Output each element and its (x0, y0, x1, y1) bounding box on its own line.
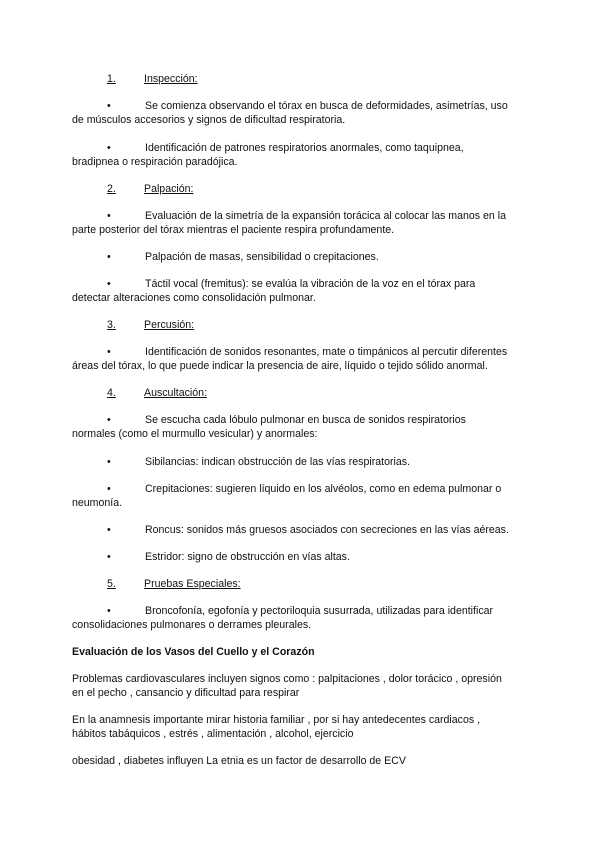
list-item-text: Roncus: sonidos más gruesos asociados con secreciones en las vías aéreas. (145, 524, 509, 536)
section-heading-4 (107, 386, 207, 400)
bullet-icon: • (107, 251, 111, 263)
bullet-icon: • (107, 142, 111, 154)
bullet-icon: • (107, 210, 111, 222)
section-number: 2. (107, 183, 116, 195)
section-heading-5 (107, 577, 241, 591)
list-item-text: Se escucha cada lóbulo pulmonar en busca de sonidos respiratorios (145, 414, 466, 426)
list-item-text: neumonía. (72, 497, 123, 509)
list-item-text: normales (como el murmullo vesicular) y anormales: (72, 428, 318, 440)
bullet-icon: • (107, 456, 111, 468)
list-item-text: consolidaciones pulmonares o derrames pleurales. (72, 619, 312, 631)
section-heading-1 (107, 72, 198, 86)
list-item-text: Sibilancias: indican obstrucción de las vías respiratorias. (145, 456, 410, 468)
list-item-text: Palpación de masas, sensibilidad o crepitaciones. (145, 251, 379, 263)
list-item-text: detectar alteraciones como consolidación pulmonar. (72, 292, 316, 304)
bullet-icon: • (107, 524, 111, 536)
section-number: 5. (107, 578, 116, 590)
heart-section-title: Evaluación de los Vasos del Cuello y el Corazón (72, 646, 315, 658)
section-heading-2 (107, 182, 193, 196)
bullet-icon: • (107, 551, 111, 563)
section-title: Inspección: (144, 73, 198, 85)
section-number: 1. (107, 73, 116, 85)
bullet-icon: • (107, 278, 111, 290)
bullet-icon: • (107, 100, 111, 112)
section-title: Palpación: (144, 183, 194, 195)
bullet-icon: • (107, 346, 111, 358)
bullet-icon: • (107, 483, 111, 495)
paragraph-text: hábitos tabáquicos , estrés , alimentación , alcohol, ejercicio (72, 728, 354, 740)
bullet-icon: • (107, 414, 111, 426)
list-item-text: bradipnea o respiración paradójica. (72, 156, 238, 168)
list-item-text: Crepitaciones: sugieren líquido en los alvéolos, como en edema pulmonar o (145, 483, 502, 495)
section-heading-3 (107, 318, 194, 332)
list-item-text: parte posterior del tórax mientras el paciente respira profundamente. (72, 224, 395, 236)
bullet-icon: • (107, 605, 111, 617)
section-number: 3. (107, 319, 116, 331)
section-number: 4. (107, 387, 116, 399)
paragraph-text: en el pecho , cansancio y dificultad para respirar (72, 687, 300, 699)
paragraph-text: obesidad , diabetes influyen La etnia es un factor de desarrollo de ECV (72, 755, 406, 767)
section-title: Pruebas Especiales: (144, 578, 241, 590)
list-item-text: Broncofonía, egofonía y pectoriloquia susurrada, utilizadas para identificar (145, 605, 494, 617)
section-title: Percusión: (144, 319, 195, 331)
list-item-text: áreas del tórax, lo que puede indicar la presencia de aire, líquido o tejido sólido anormal. (72, 360, 488, 372)
list-item-text: Evaluación de la simetría de la expansión torácica al colocar las manos en la (145, 210, 506, 222)
paragraph-text: En la anamnesis importante mirar historia familiar , por si hay antedecentes cardiacos , (72, 714, 481, 726)
list-item-text: Se comienza observando el tórax en busca de deformidades, asimetrías, uso (145, 100, 508, 112)
paragraph-text: Problemas cardiovasculares incluyen signos como : palpitaciones , dolor torácico , opresión (72, 673, 502, 685)
list-item-text: Táctil vocal (fremitus): se evalúa la vibración de la voz en el tórax para (145, 278, 476, 290)
list-item-text: Identificación de patrones respiratorios anormales, como taquipnea, (145, 142, 464, 154)
list-item-text: de músculos accesorios y signos de dificultad respiratoria. (72, 114, 346, 126)
section-title: Auscultación: (144, 387, 208, 399)
list-item-text: Estridor: signo de obstrucción en vías altas. (145, 551, 350, 563)
list-item-text: Identificación de sonidos resonantes, mate o timpánicos al percutir diferentes (145, 346, 508, 358)
